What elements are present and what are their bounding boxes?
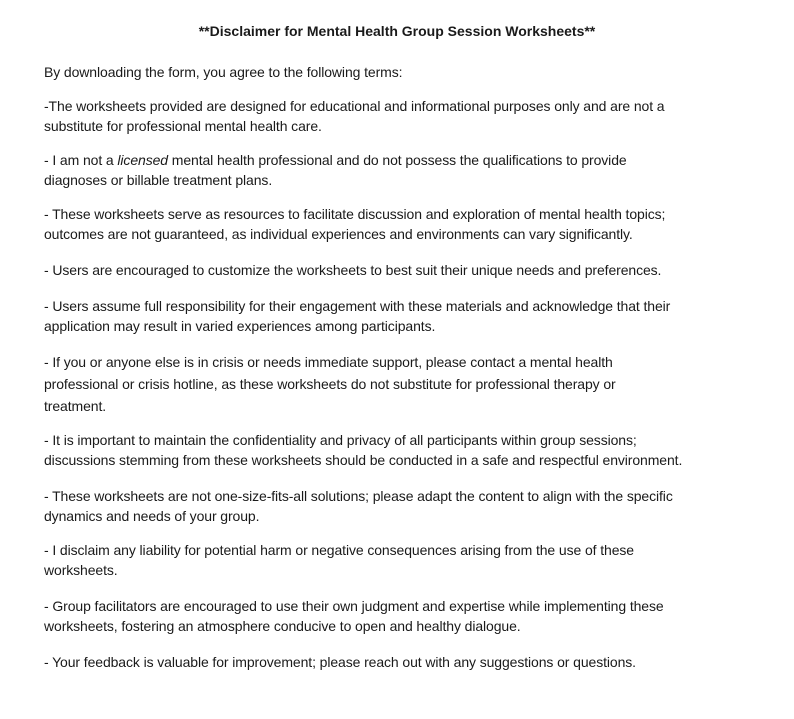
text-line: dynamics and needs of your group. — [44, 508, 260, 524]
text-line: worksheets, fostering an atmosphere conducive to open and healthy dialogue. — [44, 618, 521, 634]
text-line: - These worksheets serve as resources to facilitate discussion and exploration of mental health topics; — [44, 206, 666, 222]
italic-word: licensed — [117, 152, 168, 168]
intro-text: By downloading the form, you agree to the following terms: — [44, 64, 403, 80]
text-line: - Your feedback is valuable for improvement; please reach out with any suggestions or questions. — [44, 654, 636, 670]
text-line: - If you or anyone else is in crisis or needs immediate support, please contact a mental health — [44, 354, 613, 370]
text-line: treatment. — [44, 398, 107, 414]
text-segment: mental health professional and do not possess the qualifications to provide — [167, 152, 627, 168]
term-paragraph-8 — [44, 486, 673, 526]
term-paragraph-9 — [44, 540, 634, 580]
text-line: - Users are encouraged to customize the worksheets to best suit their unique needs and preferences. — [44, 262, 662, 278]
term-paragraph-3 — [44, 204, 665, 244]
term-paragraph-10 — [44, 596, 664, 636]
text-line: - Users assume full responsibility for their engagement with these materials and acknowledge that their — [44, 298, 671, 314]
text-line: diagnoses or billable treatment plans. — [44, 172, 273, 188]
text-line: worksheets. — [44, 562, 118, 578]
term-paragraph-4 — [44, 260, 661, 280]
text-line — [44, 150, 627, 170]
text-line: discussions stemming from these worksheets should be conducted in a safe and respectful environment. — [44, 452, 683, 468]
text-line: - These worksheets are not one-size-fits-all solutions; please adapt the content to align with the specific — [44, 488, 673, 504]
text-line: substitute for professional mental health care. — [44, 118, 322, 134]
term-paragraph-5 — [44, 296, 670, 336]
term-paragraph-1 — [44, 96, 665, 136]
term-paragraph-7 — [44, 430, 682, 470]
text-line: - It is important to maintain the confidentiality and privacy of all participants within group sessions; — [44, 432, 637, 448]
term-paragraph-2 — [44, 150, 627, 190]
text-line: professional or crisis hotline, as these worksheets do not substitute for professional therapy or — [44, 376, 616, 392]
text-segment: - I am not a — [44, 152, 118, 168]
text-line: - Group facilitators are encouraged to use their own judgment and expertise while implementing these — [44, 598, 664, 614]
term-paragraph-11 — [44, 652, 636, 672]
document-title: **Disclaimer for Mental Health Group Session Worksheets** — [198, 23, 596, 39]
text-line: - I disclaim any liability for potential harm or negative consequences arising from the use of these — [44, 542, 634, 558]
term-paragraph-6 — [44, 351, 616, 417]
text-line: outcomes are not guaranteed, as individual experiences and environments can vary significantly. — [44, 226, 633, 242]
text-line: application may result in varied experiences among participants. — [44, 318, 436, 334]
text-line: -The worksheets provided are designed for educational and informational purposes only and are not a — [44, 98, 665, 114]
